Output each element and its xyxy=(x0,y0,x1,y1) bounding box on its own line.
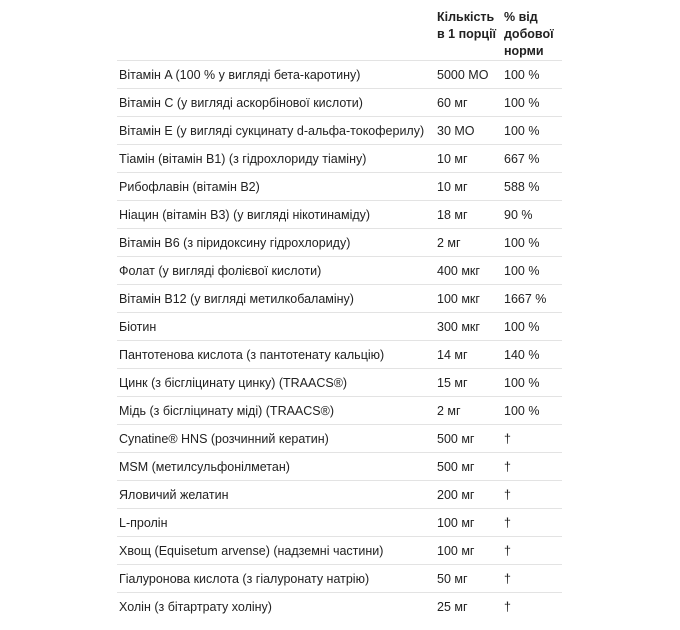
amount-cell: 25 мг xyxy=(437,599,468,614)
amount-cell: 15 мг xyxy=(433,369,500,397)
table-row xyxy=(117,173,562,201)
amount-cell: 2 мг xyxy=(433,397,500,425)
amount-cell: 500 мг xyxy=(433,453,500,481)
table-header-row xyxy=(117,0,562,61)
table-row xyxy=(117,481,562,509)
percent-dv-cell: † xyxy=(500,425,562,453)
percent-dv-cell: † xyxy=(504,599,511,614)
amount-column-header: Кількість в 1 порції xyxy=(433,0,500,61)
amount-cell: 2 мг xyxy=(433,229,500,257)
nutrient-table xyxy=(117,0,562,621)
nutrient-name-cell: Вітамін C (у вигляді аскорбінової кислоти) xyxy=(117,89,433,117)
amount-cell: 10 мг xyxy=(433,145,500,173)
nutrient-name-cell: Гіалуронова кислота (з гіалуронату натрію) xyxy=(117,565,433,593)
amount-cell: 60 мг xyxy=(433,89,500,117)
percent-dv-cell: † xyxy=(500,565,562,593)
nutrient-name-cell: Біотин xyxy=(117,313,433,341)
table-row xyxy=(117,117,562,145)
table-row xyxy=(117,285,562,313)
percent-dv-cell: 100 % xyxy=(500,397,562,425)
table-row xyxy=(117,257,562,285)
nutrient-name-cell: Пантотенова кислота (з пантотенату кальцію) xyxy=(117,341,433,369)
table-row xyxy=(117,89,562,117)
percent-dv-cell: 140 % xyxy=(500,341,562,369)
amount-cell: 400 мкг xyxy=(433,257,500,285)
amount-cell: 500 мг xyxy=(433,425,500,453)
percent-dv-cell: 100 % xyxy=(500,61,562,89)
nutrient-name-cell: Фолат (у вигляді фолієвої кислоти) xyxy=(117,257,433,285)
supplement-facts-table xyxy=(117,0,562,621)
amount-cell: 200 мг xyxy=(433,481,500,509)
nutrient-name-cell: Вітамін A (100 % у вигляді бета-каротину) xyxy=(117,61,433,89)
percent-dv-cell: 1667 % xyxy=(500,285,562,313)
table-row xyxy=(117,341,562,369)
amount-cell: 100 мг xyxy=(433,537,500,565)
amount-cell: 10 мг xyxy=(433,173,500,201)
table-row xyxy=(117,369,562,397)
percent-dv-cell: 90 % xyxy=(500,201,562,229)
table-row xyxy=(117,397,562,425)
table-row xyxy=(117,313,562,341)
amount-cell: 30 МО xyxy=(433,117,500,145)
nutrient-name-cell: Яловичий желатин xyxy=(117,481,433,509)
amount-cell: 18 мг xyxy=(433,201,500,229)
table-row xyxy=(117,537,562,565)
percent-column-header: % від добової норми xyxy=(500,0,562,61)
percent-dv-cell: 100 % xyxy=(500,117,562,145)
percent-dv-cell: † xyxy=(500,481,562,509)
amount-cell: 50 мг xyxy=(433,565,500,593)
percent-dv-cell: 100 % xyxy=(500,229,562,257)
nutrient-name-cell: Холін (з бітартрату холіну) xyxy=(119,599,272,614)
percent-dv-cell: 100 % xyxy=(500,313,562,341)
nutrient-name-cell: MSM (метилсульфонілметан) xyxy=(117,453,433,481)
amount-cell: 100 мг xyxy=(433,509,500,537)
nutrient-name-cell: Вітамін B6 (з піридоксину гідрохлориду) xyxy=(117,229,433,257)
nutrient-name-cell: Вітамін E (у вигляді сукцинату d-альфа-токоферилу) xyxy=(117,117,433,145)
nutrient-name-cell: Вітамін B12 (у вигляді метилкобаламіну) xyxy=(117,285,433,313)
percent-dv-cell: 100 % xyxy=(500,89,562,117)
table-row xyxy=(117,593,562,621)
nutrient-name-cell: Тіамін (вітамін B1) (з гідрохлориду тіаміну) xyxy=(117,145,433,173)
percent-dv-cell: 100 % xyxy=(500,257,562,285)
table-row xyxy=(117,201,562,229)
nutrient-name-cell: Мідь (з бісгліцинату міді) (TRAACS®) xyxy=(117,397,433,425)
percent-dv-cell: 667 % xyxy=(500,145,562,173)
nutrient-name-cell: L-пролін xyxy=(117,509,433,537)
nutrient-name-cell: Рибофлавін (вітамін B2) xyxy=(117,173,433,201)
amount-cell: 14 мг xyxy=(433,341,500,369)
nutrient-column-header xyxy=(117,0,433,61)
table-row xyxy=(117,509,562,537)
table-row xyxy=(117,229,562,257)
percent-dv-cell: † xyxy=(500,453,562,481)
nutrient-name-cell: Cynatine® HNS (розчинний кератин) xyxy=(117,425,433,453)
percent-dv-cell: 100 % xyxy=(500,369,562,397)
percent-dv-cell: † xyxy=(500,537,562,565)
table-row xyxy=(117,425,562,453)
table-row xyxy=(117,61,562,89)
table-row xyxy=(117,565,562,593)
nutrient-name-cell: Цинк (з бісгліцинату цинку) (TRAACS®) xyxy=(117,369,433,397)
nutrient-name-cell: Ніацин (вітамін B3) (у вигляді нікотинаміду) xyxy=(117,201,433,229)
table-row xyxy=(117,453,562,481)
percent-dv-cell: † xyxy=(500,509,562,537)
table-row xyxy=(117,145,562,173)
nutrient-name-cell: Хвощ (Equisetum arvense) (надземні частини) xyxy=(117,537,433,565)
amount-cell: 5000 МО xyxy=(433,61,500,89)
amount-cell: 100 мкг xyxy=(433,285,500,313)
amount-cell: 300 мкг xyxy=(433,313,500,341)
percent-dv-cell: 588 % xyxy=(500,173,562,201)
